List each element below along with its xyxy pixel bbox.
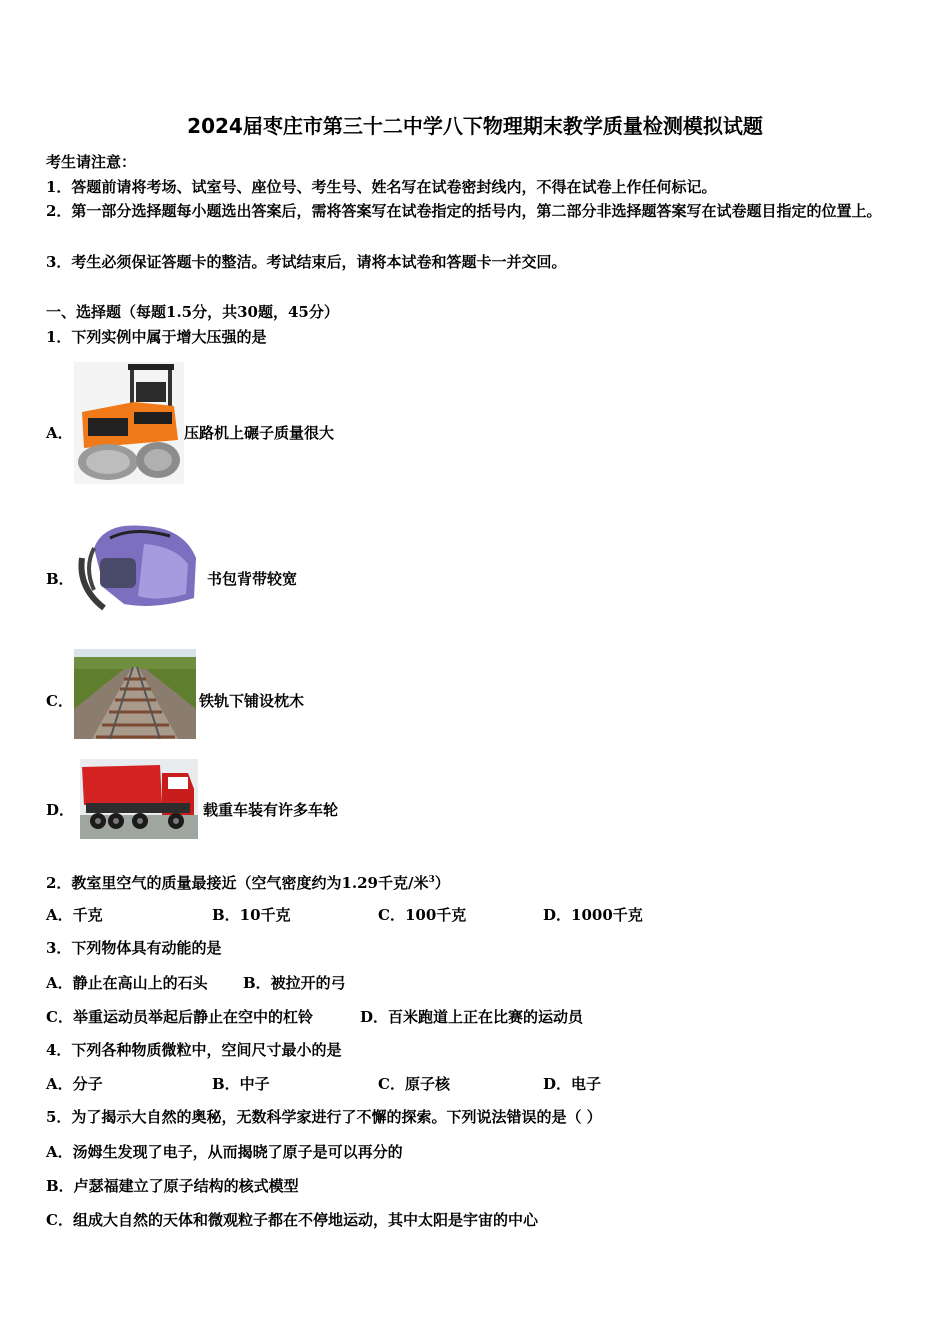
q1-option-a-text: 压路机上碾子质量很大 [184, 424, 335, 442]
question-3-options-row1 [0, 972, 950, 994]
q2-option-a: A．千克 [46, 906, 103, 924]
q4-option-a: A．分子 [46, 1075, 103, 1093]
q5-option-c: C．组成大自然的天体和微观粒子都在不停地运动，其中太阳是宇宙的中心 [46, 1211, 538, 1229]
q3-option-d: D．百米跑道上正在比赛的运动员 [360, 1008, 584, 1026]
q4-option-d: D．电子 [543, 1075, 602, 1093]
exam-title: 2024届枣庄市第三十二中学八下物理期末教学质量检测模拟试题 [187, 114, 763, 138]
q3-option-b: B．被拉开的弓 [243, 974, 346, 992]
question-4-stem: 4．下列各种物质微粒中，空间尺寸最小的是 [46, 1041, 342, 1059]
question-2-options [0, 904, 950, 926]
notice-item-1: 1．答题前请将考场、试室号、座位号、考生号、姓名写在试卷密封线内，不得在试卷上作任何标记。 [46, 178, 717, 196]
q4-option-c: C．原子核 [378, 1075, 450, 1093]
notice-item-3: 3．考生必须保证答题卡的整洁。考试结束后，请将本试卷和答题卡一并交回。 [46, 253, 567, 271]
dump-truck-image [80, 759, 198, 839]
road-roller-image [74, 362, 184, 484]
question-3-options-row2 [0, 1006, 950, 1028]
q3-option-c: C．举重运动员举起后静止在空中的杠铃 [46, 1008, 313, 1026]
q1-option-c-text: 铁轨下铺设枕木 [199, 692, 305, 710]
question-3-stem: 3．下列物体具有动能的是 [46, 939, 222, 957]
q1-option-d-label: D． [46, 801, 75, 819]
q1-option-d-text: 载重车装有许多车轮 [203, 801, 339, 819]
q5-option-a: A．汤姆生发现了电子，从而揭晓了原子是可以再分的 [46, 1143, 403, 1161]
notice-item-2: 2．第一部分选择题每小题选出答案后，需将答案写在试卷指定的括号内，第二部分非选择题答案写在试卷题目指定的位置上。 [46, 202, 882, 220]
question-2-stem: 2．教室里空气的质量最接近（空气密度约为1.29千克/米$^3$） [46, 874, 450, 892]
railway-track-image [74, 649, 196, 739]
q5-option-b: B．卢瑟福建立了原子结构的核式模型 [46, 1177, 299, 1195]
q2-option-c: C．100千克 [378, 906, 467, 924]
q3-option-a: A．静止在高山上的石头 [46, 974, 208, 992]
question-4-options [0, 1073, 950, 1095]
q2-option-b: B．10千克 [212, 906, 291, 924]
backpack-image [74, 518, 204, 612]
q1-option-b-label: B． [46, 570, 74, 588]
q2-option-d: D．1000千克 [543, 906, 643, 924]
q1-option-b-text: 书包背带较宽 [207, 570, 298, 588]
question-5-stem: 5．为了揭示大自然的奥秘，无数科学家进行了不懈的探索。下列说法错误的是（ ） [46, 1108, 602, 1126]
q1-option-c-label: C． [46, 692, 73, 710]
notice-heading: 考生请注意： [46, 153, 137, 171]
question-1-stem: 1．下列实例中属于增大压强的是 [46, 328, 267, 346]
section-heading: 一、选择题（每题1.5分，共30题，45分） [46, 303, 339, 321]
q1-option-a-label: A． [46, 424, 73, 442]
q4-option-b: B．中子 [212, 1075, 270, 1093]
